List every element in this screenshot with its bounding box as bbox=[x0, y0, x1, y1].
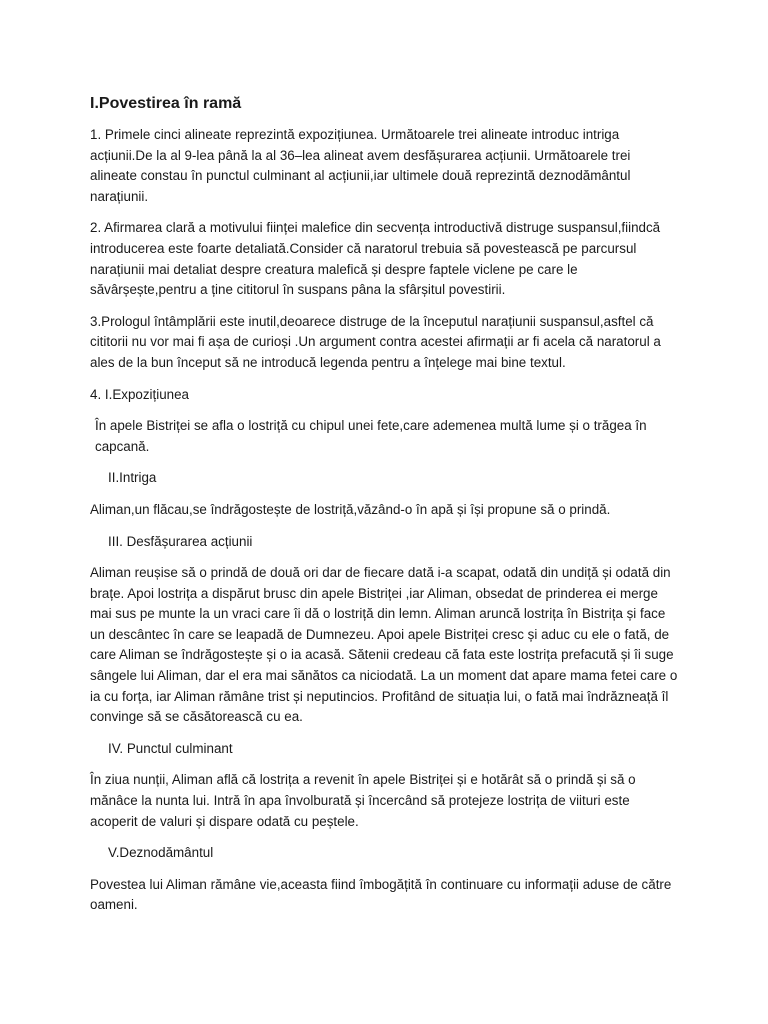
section4-heading: 4. I.Expozițiunea bbox=[90, 386, 190, 402]
paragraph-motive: 2. Afirmarea clară a motivului ființei malefice din secvența introductivă distruge suspansul,fiindcă introducerea este foarte detaliată.Consider că naratorul trebuia să povestească pe parcursul narațiunii mai detaliat despre creatura malefică și despre faptele viclene pe care le săvârșește,pentru a ține cititorul în suspans pâna la sfârșitul povestirii. bbox=[90, 220, 661, 298]
document-title: I.Povestirea în ramă bbox=[90, 95, 242, 112]
paragraph-prologue: 3.Prologul întâmplării este inutil,deoarece distruge de la începutul narațiunii suspansul,asftel că cititorii nu vor mai fi așa de curioși .Un argument contra acestei afirmații ar fi acela că naratorul a ales de la bun început să ne introducă legenda pentru a înțelege mai bine textul. bbox=[90, 313, 661, 370]
desfasurare-text: Aliman reușise să o prindă de două ori dar de fiecare dată i-a scapat, odată din undiță și odată din brațe. Apoi lostrița a dispărut brusc din apele Bistriței ,iar Aliman, obsedat de prinderea ei merge mai sus pe munte la un vraci care îi dă o lostriță din lemn. Aliman aruncă lostrița în Bistrița și face un descântec în care se leapadă de Dumnezeu. Apoi apele Bistriței cresc și aduc cu ele o fată, de care Aliman se îndrăgostește și o ia acasă. Sătenii credeau că fata este lostrița prefacută și îi suge sângele lui Aliman, dar el era mai sănătos ca niciodată. La un moment dat apare mama fetei care o ia cu forța, iar Aliman rămâne trist și neputincios. Profitând de situația lui, o fată mai îndrăzneață îl convinge să se căsătorească cu ea. bbox=[90, 565, 678, 725]
intriga-heading: II.Intriga bbox=[108, 470, 157, 486]
culminant-heading: IV. Punctul culminant bbox=[108, 740, 233, 756]
culminant-text: În ziua nunții, Aliman află că lostrița a revenit în apele Bistriței și e hotărât să o prindă și să o mănâce la nunta lui. Intră în apa învolburată și încercând să protejeze lostrița de viituri este acoperit de valuri și dispare odată cu peștele. bbox=[90, 772, 636, 829]
desfasurare-heading: III. Desfășurarea acțiunii bbox=[108, 533, 253, 549]
deznodamant-text: Povestea lui Aliman rămâne vie,aceasta fiind îmbogățită în continuare cu informații aduse de către oameni. bbox=[90, 876, 672, 913]
deznodamant-heading: V.Deznodământul bbox=[108, 845, 214, 861]
paragraph-structure: 1. Primele cinci alineate reprezintă expozițiunea. Următoarele trei alineate introduc intriga acțiunii.De la al 9-lea până la al 36–lea alineat avem desfășurarea acțiunii. Următoarele trei alineate constau în punctul culminant al acțiunii,iar ultimele două reprezintă deznodământul narațiunii. bbox=[90, 127, 631, 204]
document-body bbox=[90, 93, 680, 927]
intriga-text: Aliman,un flăcau,se îndrăgostește de lostriță,văzând-o în apă și își propune să o prindă. bbox=[90, 501, 611, 517]
exposition-text: În apele Bistriței se afla o lostriță cu chipul unei fete,care ademenea multă lume și o trăgea în capcană. bbox=[95, 418, 647, 454]
